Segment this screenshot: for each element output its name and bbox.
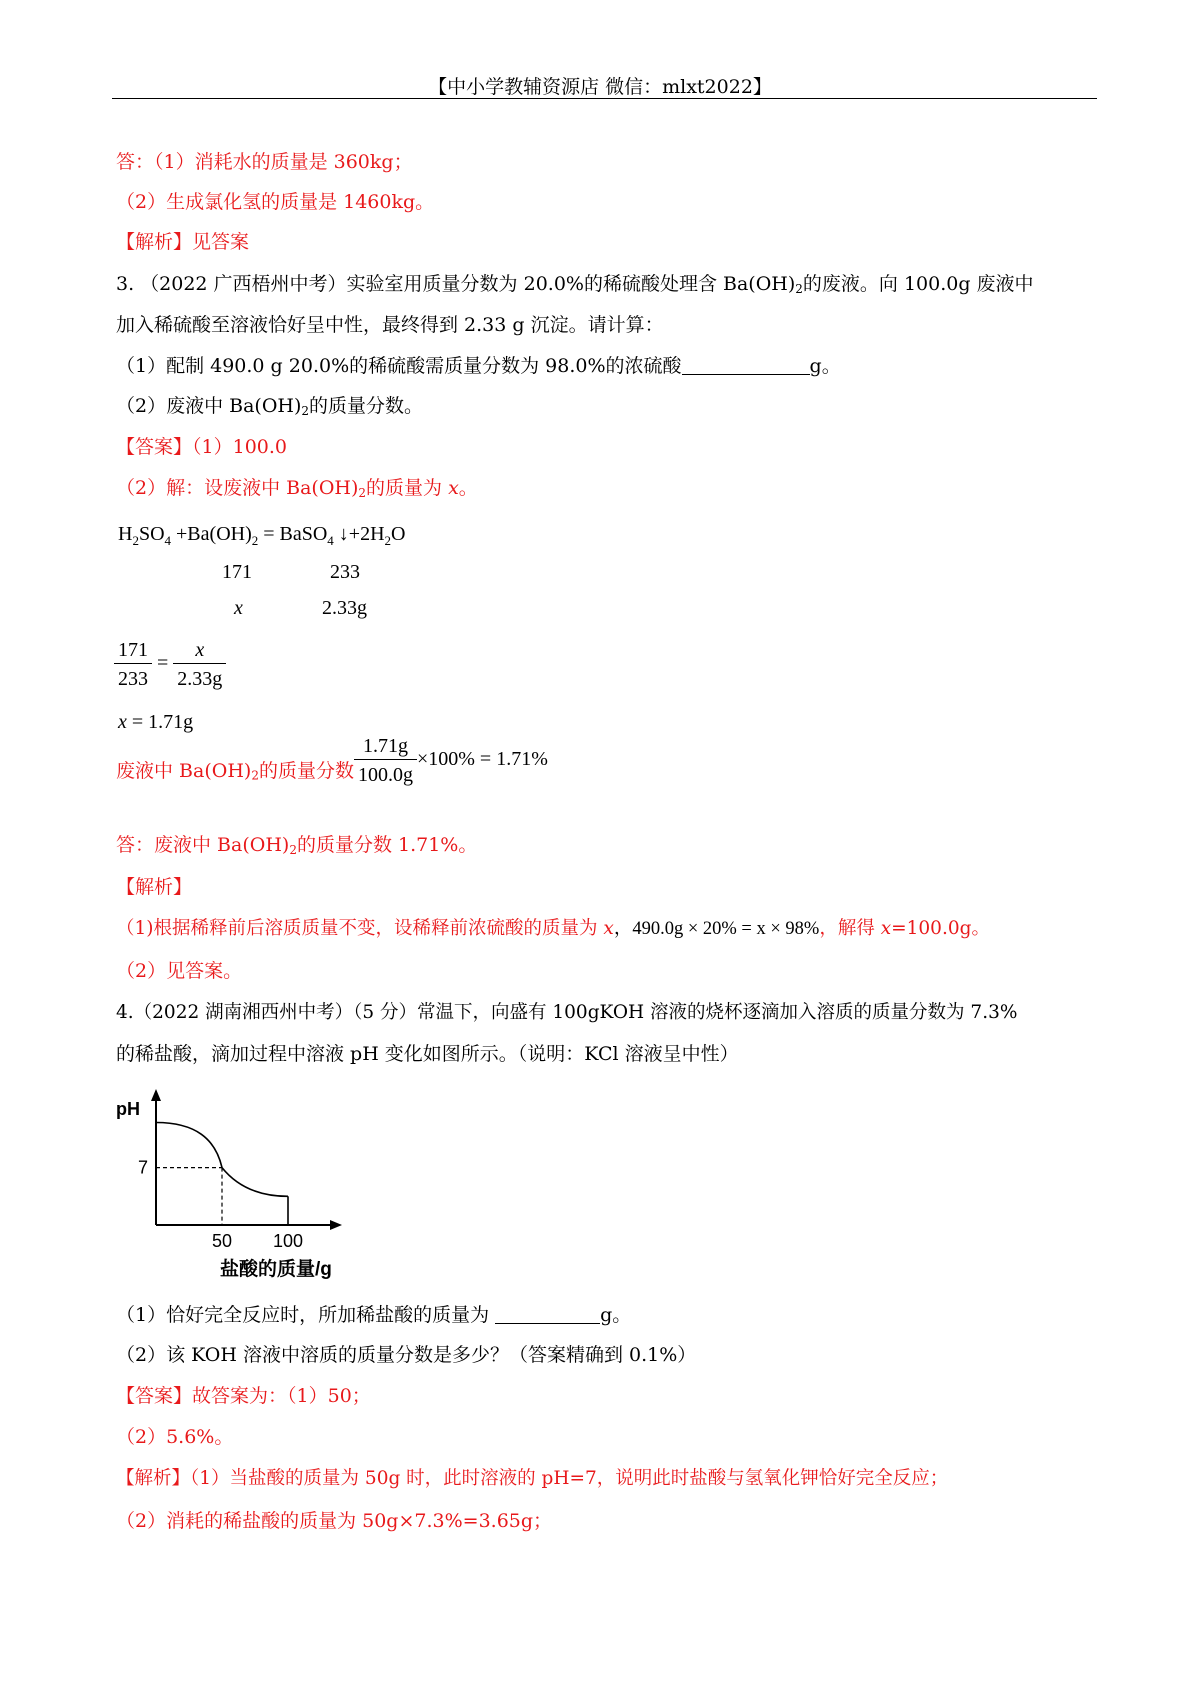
precipitate-mass: 2.33g bbox=[322, 597, 367, 619]
variable-x: x bbox=[603, 918, 614, 939]
eq-baso: = BaSO bbox=[258, 523, 328, 545]
eq-so: SO bbox=[138, 523, 165, 545]
pct-result: ×100% = 1.71% bbox=[416, 748, 548, 771]
numerator: 1.71g bbox=[362, 735, 408, 757]
subscript: 4 bbox=[327, 533, 334, 548]
pct-formula bbox=[354, 736, 548, 785]
q3-sub1 bbox=[116, 357, 841, 376]
answer-value: 故答案为：（1）50； bbox=[192, 1385, 371, 1407]
q2-answer-2: （2）生成氯化氢的质量是 1460kg。 bbox=[116, 191, 435, 213]
y-axis-label: pH bbox=[116, 1099, 140, 1119]
pct-text-b: 的质量分数 bbox=[258, 760, 354, 782]
subscript: 2 bbox=[251, 768, 259, 783]
q3-sub2 bbox=[116, 397, 423, 417]
subscript: 2 bbox=[289, 843, 297, 857]
result-x bbox=[118, 712, 193, 732]
x-axis-arrow bbox=[330, 1220, 342, 1230]
sol-end: 。 bbox=[458, 477, 478, 499]
subscript: 4 bbox=[164, 533, 172, 548]
denominator: 100.0g bbox=[354, 759, 417, 785]
q3-solution-intro bbox=[116, 479, 478, 499]
pct-text: 废液中 Ba(OH) bbox=[116, 760, 252, 782]
an1-text-b: ，解得 bbox=[819, 918, 881, 939]
q2-analysis: 【解析】见答案 bbox=[116, 231, 250, 253]
q4-analysis-2: （2）消耗的稀盐酸的质量为 50g×7.3%=3.65g； bbox=[116, 1510, 553, 1532]
variable-x: x bbox=[448, 477, 459, 499]
q4-sub1-text: （1）恰好完全反应时，所加稀盐酸的质量为 bbox=[116, 1304, 496, 1326]
denominator: 233 bbox=[114, 663, 152, 689]
page-header: 【中小学教辅资源店 微信：mlxt2022】 bbox=[428, 76, 772, 98]
an1-result: =100.0g。 bbox=[891, 918, 990, 939]
subscript: 2 bbox=[384, 533, 392, 548]
q4-stem-line2: 的稀盐酸，滴加过程中溶液 pH 变化如图所示。（说明：KCl 溶液呈中性） bbox=[116, 1043, 739, 1065]
q4-answer-1 bbox=[116, 1387, 371, 1406]
subscript: 2 bbox=[795, 282, 803, 296]
q3-stem-text: 3. （2022 广西梧州中考）实验室用质量分数为 20.0%的稀硫酸处理含 Ba(OH) bbox=[116, 273, 796, 295]
fraction-right bbox=[173, 640, 226, 689]
subscript: 2 bbox=[358, 486, 367, 500]
final-text: 答：废液中 Ba(OH) bbox=[116, 834, 290, 856]
analysis-label: 【解析】 bbox=[116, 1468, 191, 1489]
subscript: 2 bbox=[301, 404, 310, 418]
answer-blank bbox=[682, 374, 810, 375]
an1-text: （1)根据稀释前后溶质质量不变，设稀释前浓硫酸的质量为 bbox=[116, 918, 604, 939]
denominator: 2.33g bbox=[173, 663, 226, 689]
q3-sub1-text: （1）配制 490.0 g 20.0%的稀硫酸需质量分数为 98.0%的浓硫酸 bbox=[116, 355, 682, 377]
eq-h: H bbox=[118, 523, 133, 545]
unknown-x: x bbox=[234, 597, 243, 619]
q3-sub1-unit: g。 bbox=[809, 355, 841, 377]
molar-mass-2: 233 bbox=[330, 561, 360, 583]
eq-water: ↓+2H bbox=[333, 523, 385, 545]
q3-final-answer bbox=[116, 836, 477, 856]
q4-sub2: （2）该 KOH 溶液中溶质的质量分数是多少？（答案精确到 0.1%） bbox=[116, 1344, 697, 1366]
q3-analysis-1 bbox=[116, 920, 990, 939]
molar-mass-1: 171 bbox=[222, 561, 252, 583]
q4-sub1-unit: g。 bbox=[600, 1304, 632, 1326]
q3-answer-1 bbox=[116, 438, 287, 457]
q3-stem-line2: 加入稀硫酸至溶液恰好呈中性，最终得到 2.33 g 沉淀。请计算： bbox=[116, 314, 664, 336]
q3-analysis-label: 【解析】 bbox=[116, 876, 193, 898]
q3-sub2-text-b: 的质量分数。 bbox=[309, 395, 424, 417]
fraction-left bbox=[114, 640, 152, 689]
eq-baoh: +Ba(OH) bbox=[171, 523, 252, 545]
y-axis-arrow bbox=[151, 1089, 161, 1101]
final-text-b: 的质量分数 1.71%。 bbox=[296, 834, 478, 856]
variable-x: x bbox=[880, 918, 892, 939]
q4-answer-2: （2）5.6%。 bbox=[116, 1426, 234, 1448]
chemical-equation bbox=[118, 524, 405, 547]
q4-analysis-1 bbox=[116, 1470, 948, 1489]
analysis-text: （1）当盐酸的质量为 50g 时，此时溶液的 pH=7，说明此时盐酸与氢氧化钾恰好完全反应； bbox=[190, 1468, 949, 1489]
x-axis-label: 盐酸的质量/g bbox=[220, 1259, 332, 1280]
header-rule bbox=[112, 98, 1097, 99]
proportion-equation bbox=[114, 640, 226, 689]
pct-fraction bbox=[354, 736, 417, 785]
subscript: 2 bbox=[251, 533, 259, 548]
variable-x: x bbox=[118, 711, 127, 733]
y-tick-7: 7 bbox=[137, 1157, 148, 1178]
x-tick-100: 100 bbox=[272, 1231, 304, 1251]
q4-sub1 bbox=[116, 1306, 631, 1325]
sol-text: （2）解：设废液中 Ba(OH) bbox=[116, 477, 359, 499]
an1-equation: ，490.0g × 20% = x × 98% bbox=[613, 919, 820, 939]
equals-sign: = bbox=[157, 652, 169, 675]
subscript: 2 bbox=[132, 533, 139, 548]
q2-answer-1: 答：（1）消耗水的质量是 360kg； bbox=[116, 151, 413, 173]
x-tick-50: 50 bbox=[211, 1231, 233, 1251]
answer-value: （1）100.0 bbox=[192, 436, 287, 458]
sol-text-b: 的质量为 bbox=[366, 477, 449, 499]
q3-stem-text-b: 的废液。向 100.0g 废液中 bbox=[802, 273, 1034, 295]
q3-sub2-text: （2）废液中 Ba(OH) bbox=[116, 395, 302, 417]
answer-blank bbox=[495, 1323, 600, 1324]
numerator: 171 bbox=[118, 639, 148, 661]
answer-label: 【答案】 bbox=[116, 436, 193, 458]
ph-chart bbox=[112, 1085, 372, 1285]
eq-o: O bbox=[391, 523, 406, 545]
q3-stem-line1 bbox=[116, 275, 1034, 295]
q3-analysis-2: （2）见答案。 bbox=[116, 960, 243, 982]
numerator: x bbox=[195, 639, 205, 661]
result-value: = 1.71g bbox=[126, 711, 194, 733]
q4-stem-line1: 4.（2022 湖南湘西州中考）（5 分）常温下，向盛有 100gKOH 溶液的烧杯逐滴加入溶质的质量分数为 7.3% bbox=[116, 1002, 1018, 1023]
answer-label: 【答案】 bbox=[116, 1385, 193, 1407]
q3-percentage-line bbox=[116, 735, 548, 786]
